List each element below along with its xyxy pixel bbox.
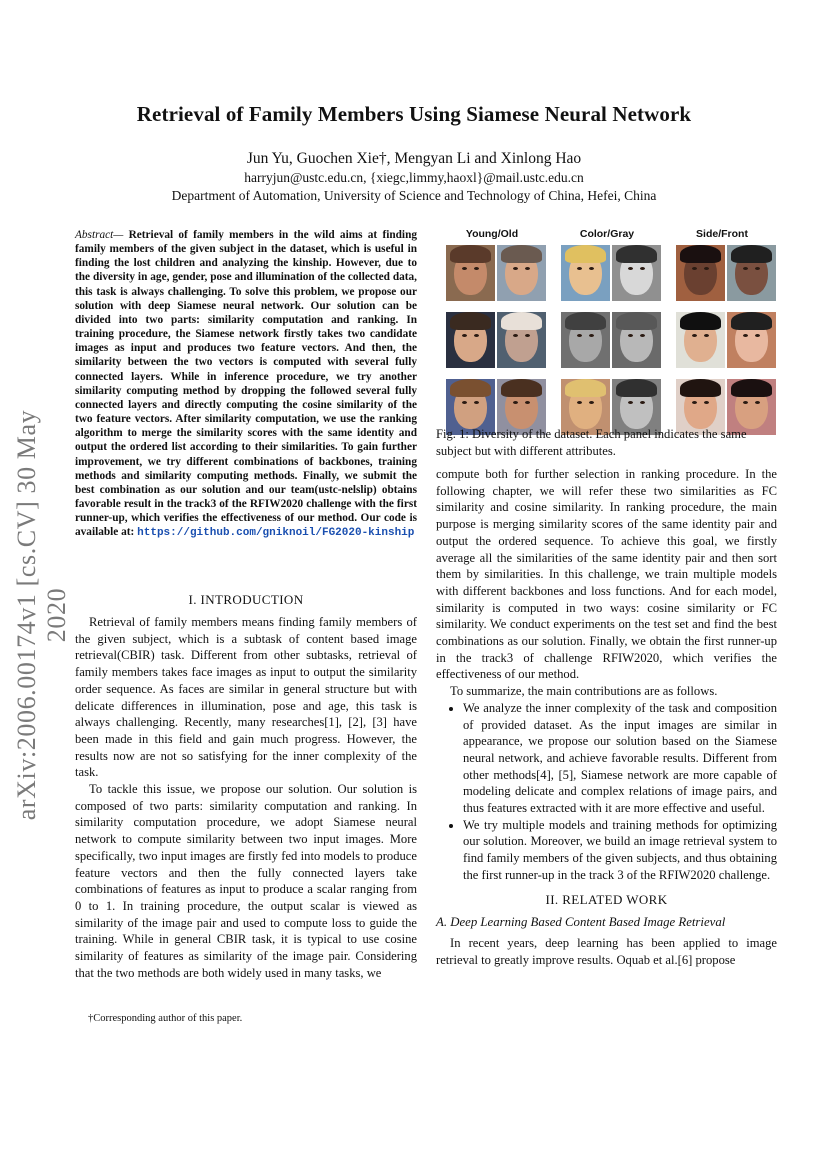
face-photo <box>676 245 725 301</box>
face-pair-panel <box>561 245 661 301</box>
contribution-item: • We try multiple models and training methods for optimizing our solution. Moreover, we build an image retrieval system to find family members of the given subjects, and thus obtaining the first runner-up in the track 3 of the RFIW2020 challenge. <box>463 817 777 884</box>
right-column-body <box>436 466 777 968</box>
related-subheading: A. Deep Learning Based Content Based Image Retrieval <box>436 915 726 930</box>
related-paragraph-1: In recent years, deep learning has been applied to image retrieval to greatly improve results. Oquab et al.[6] propose <box>436 935 777 967</box>
face-pair-panel <box>446 312 546 368</box>
header-young-old: Young/Old <box>465 228 519 240</box>
figure-1 <box>436 228 777 428</box>
abstract <box>75 228 417 540</box>
face-photo <box>727 312 776 368</box>
right-paragraph-1: compute both for further selection in ranking procedure. In the following chapter, we will refer these two similarities as FC similarity and cosine similarity. In ranking procedure, the main purpose is merging similarity scores of the same identity pair and output the ordered sequence. To achieve this goal, we firstly average all the similarities of the same identity pair and then sort them by similarities. In this challenge, we train multiple models with different backbones and loss functions. And for each model, similarity is computed in two ways: cosine similarity or FC similarity. We conduct experiments on the test set and find the best combinations as our solution. Finally, we obtain the first runner-up in the track3 of challenge RFIW2020, which verifies the effectiveness of our method. <box>436 467 777 682</box>
affiliation: Department of Automation, University of Science and Technology of China, Hefei, China <box>171 188 657 203</box>
face-photo <box>727 245 776 301</box>
face-photo <box>561 312 610 368</box>
face-grid <box>446 245 776 437</box>
intro-paragraph-1: Retrieval of family members means finding family members of the given subject, which is a subtask of content based image retrieval(CBIR) task. Different from other subtasks, retrieval of family members takes face images as input to output the similarity order sequence. As faces are similar in general structure but with delicate differences in illumination, pose and age, this task is always challenging. Recently, many researches[1], [2], [3] have been made in this field and gain much progress. However, the results now are not so satisfying for the inner complexity of the task. <box>75 615 417 780</box>
intro-paragraph-2: To tackle this issue, we propose our solution. Our solution is composed of two parts: similarity computation and ranking. In similarity computation procedure, we adopt Siamese neural network to compute similarity between two input images. More specifically, two input images are firstly fed into models to produce feature vectors and then the fully connected layers take combinations of features as input to produce a scalar ranging from 0 to 1. In training procedure, the output scalar is viewed as similarity of the image pair and used to compute loss to guide the training. While in general CBIR task, it is typical to use cosine similarity of features as similarity of the image pair. Considering that the two methods are both widely used in many tasks, we <box>75 782 417 980</box>
intro-body <box>75 614 417 981</box>
header-side-front: Side/Front <box>696 228 748 240</box>
face-photo <box>561 245 610 301</box>
contribution-item: • We analyze the inner complexity of the task and composition of provided dataset. As the input images are similar in appearance, we propose our solution based on the Siamese neural network, and achieve favorable results. Different from other methods[4], [5], Siamese network are more capable of modeling delicate and complex relations of image pairs, and thus features extracted with it are more effective and useful. <box>463 700 777 817</box>
right-paragraph-2: To summarize, the main contributions are as follows. <box>450 684 718 699</box>
figure-caption: Fig. 1: Diversity of the dataset. Each panel indicates the same subject but with different attributes. <box>436 427 747 458</box>
arxiv-stamp: arXiv:2006.00174v1 [cs.CV] 30 May 2020 <box>12 409 71 821</box>
abstract-lead: Abstract— <box>75 229 124 241</box>
face-photo <box>676 312 725 368</box>
header-color-gray: Color/Gray <box>579 228 635 240</box>
figure-headers <box>442 228 772 240</box>
face-pair-panel <box>676 312 776 368</box>
paper-title: Retrieval of Family Members Using Siamese Neural Network <box>136 102 692 126</box>
face-pair-panel <box>561 312 661 368</box>
face-photo <box>446 245 495 301</box>
footnote: †Corresponding author of this paper. <box>88 1013 243 1024</box>
face-photo <box>612 245 661 301</box>
author-list: Jun Yu, Guochen Xie†, Mengyan Li and Xinlong Hao <box>246 150 582 167</box>
face-pair-panel <box>446 245 546 301</box>
face-photo <box>612 312 661 368</box>
contributions-list <box>436 700 777 884</box>
face-photo <box>446 312 495 368</box>
face-photo <box>497 245 546 301</box>
author-emails: harryjun@ustc.edu.cn, {xiegc,limmy,haoxl}@mail.ustc.edu.cn <box>244 170 584 185</box>
face-pair-panel <box>676 245 776 301</box>
abstract-text: Retrieval of family members in the wild aims at finding family members of the given subject in the dataset, which is useful in finding the lost children and analyzing the kinship. However, due to the diversity in age, gender, pose and illumination of the collected data, this task is always challenging. To solve this problem, we propose our solution with deep Siamese neural network. Our solution can be divided into two parts: similarity computation and ranking. In training procedure, the Siamese network firstly takes two candidate images as input and produces two feature vectors. And then, the similarity between the two vectors is computed with several fully connected layers. While in inference procedure, we try another similarity computing method by dropping the followed several fully connected layers and directly computing the cosine similarity of the two feature vectors. After similarity computation, we use the ranking algorithm to merge the similarity scores with the same identity and output the ordered list according to their similarities. To gain further improvement, we try different combinations of backbones, training methods and similarity computing methods. Finally, we submit the best combination as our solution and our team(ustc-nelslip) obtains favorable result in the track3 of the RFIW2020 challenge with the first runner-up, which verifies the effectiveness of our method. Our code is available at: <box>75 229 417 539</box>
code-link[interactable]: https://github.com/gniknoil/FG2020-kinship <box>137 527 415 540</box>
related-work-heading: II. RELATED WORK <box>545 891 668 907</box>
face-photo <box>497 312 546 368</box>
intro-heading: I. INTRODUCTION <box>188 592 304 607</box>
